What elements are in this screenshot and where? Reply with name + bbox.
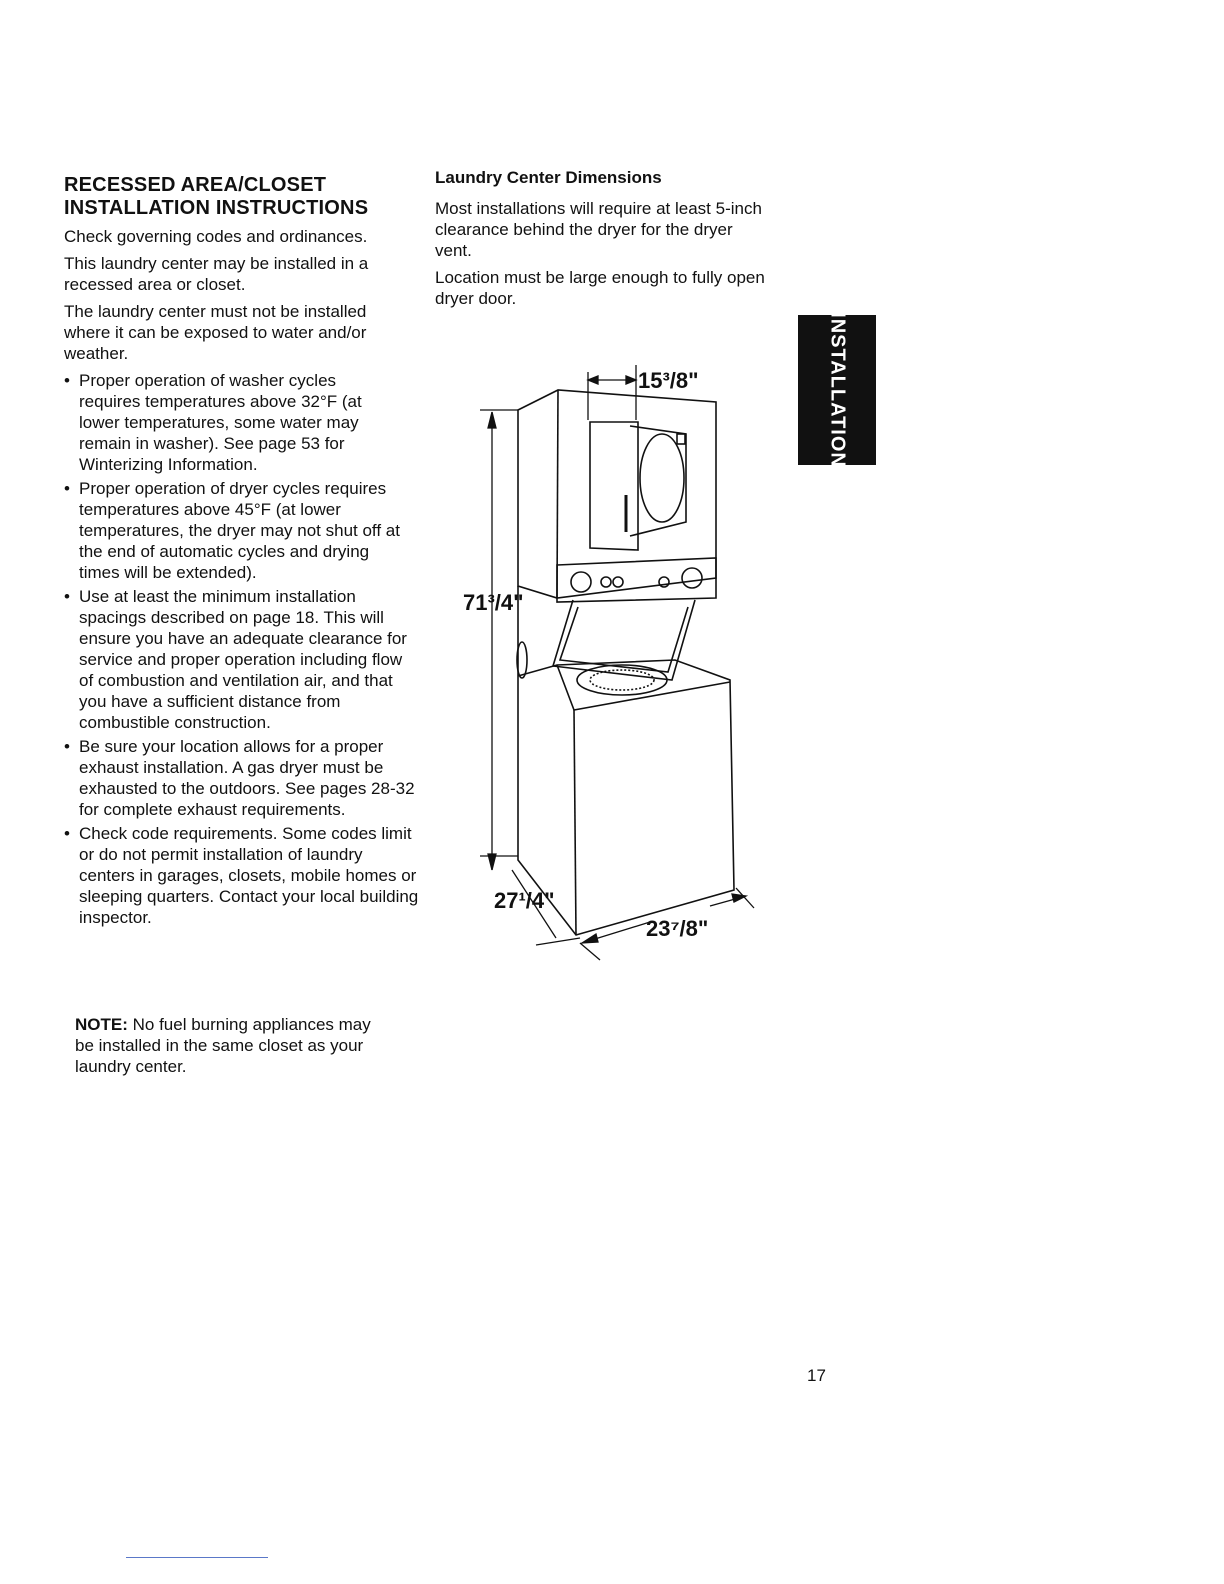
paragraph-clearance: Most installations will require at least 5-inch clearance behind the dryer for the dryer vent. xyxy=(435,199,762,260)
list-item-text: Check code requirements. Some codes limit or do not permit installation of laundry centers in garages, closets, mobile homes or sleeping quarters. Contact your local building inspector. xyxy=(79,824,419,927)
page-number: 17 xyxy=(807,1366,826,1385)
list-item xyxy=(64,478,409,583)
laundry-center-diagram xyxy=(440,360,770,980)
bullet-icon: • xyxy=(64,737,70,756)
dimension-top-label: 15³/8" xyxy=(638,368,699,393)
section-tab xyxy=(798,312,876,468)
list-item-text: Proper operation of washer cycles requires temperatures above 32°F (at lower temperatures, some water may remain in washer). See page 53 for Winterizing Information. xyxy=(79,371,362,474)
paragraph-codes: Check governing codes and ordinances. xyxy=(64,227,368,246)
list-item xyxy=(64,823,419,928)
list-item xyxy=(64,370,369,475)
list-item-text: Use at least the minimum installation spacings described on page 18. This will ensure you have an adequate clearance for service and proper operation including flow of combustion and ventilation air, and that you have a sufficient distance from combustible construction. xyxy=(79,587,407,732)
bullet-icon: • xyxy=(64,587,70,606)
note xyxy=(75,1014,385,1077)
note-label: NOTE: xyxy=(75,1015,128,1034)
list-item-text: Be sure your location allows for a proper exhaust installation. A gas dryer must be exhausted to the outdoors. See pages 28-32 for complete exhaust requirements. xyxy=(79,737,415,819)
dimensions-heading: Laundry Center Dimensions xyxy=(435,168,662,187)
list-item xyxy=(64,586,414,733)
section-heading-line1: RECESSED AREA/CLOSET xyxy=(64,174,327,196)
paragraph-door: Location must be large enough to fully open dryer door. xyxy=(435,268,765,308)
paragraph-recessed: This laundry center may be installed in a recessed area or closet. xyxy=(64,254,369,294)
bullet-icon: • xyxy=(64,371,70,390)
left-column xyxy=(64,174,424,931)
bullet-icon: • xyxy=(64,479,70,498)
requirements-list xyxy=(64,370,424,928)
dimension-width-label: 23⁷/8" xyxy=(646,916,709,941)
bullet-icon: • xyxy=(64,824,70,843)
section-heading-line2: INSTALLATION INSTRUCTIONS xyxy=(64,197,369,219)
list-item-text: Proper operation of dryer cycles requires temperatures above 45°F (at lower temperatures, the dryer may not shut off at the end of automatic cycles and drying times will be extended). xyxy=(79,479,400,582)
right-column xyxy=(435,168,775,315)
section-tab-label: INSTALLATION xyxy=(826,312,849,468)
dimension-depth-label: 27¹/4" xyxy=(494,888,555,913)
dimension-height-label: 71³/4" xyxy=(463,590,524,615)
paragraph-weather: The laundry center must not be installed where it can be exposed to water and/or weather. xyxy=(64,302,367,363)
note-text: No fuel burning appliances may be installed in the same closet as your laundry center. xyxy=(75,1015,371,1076)
list-item xyxy=(64,736,437,820)
divider xyxy=(126,1557,268,1558)
